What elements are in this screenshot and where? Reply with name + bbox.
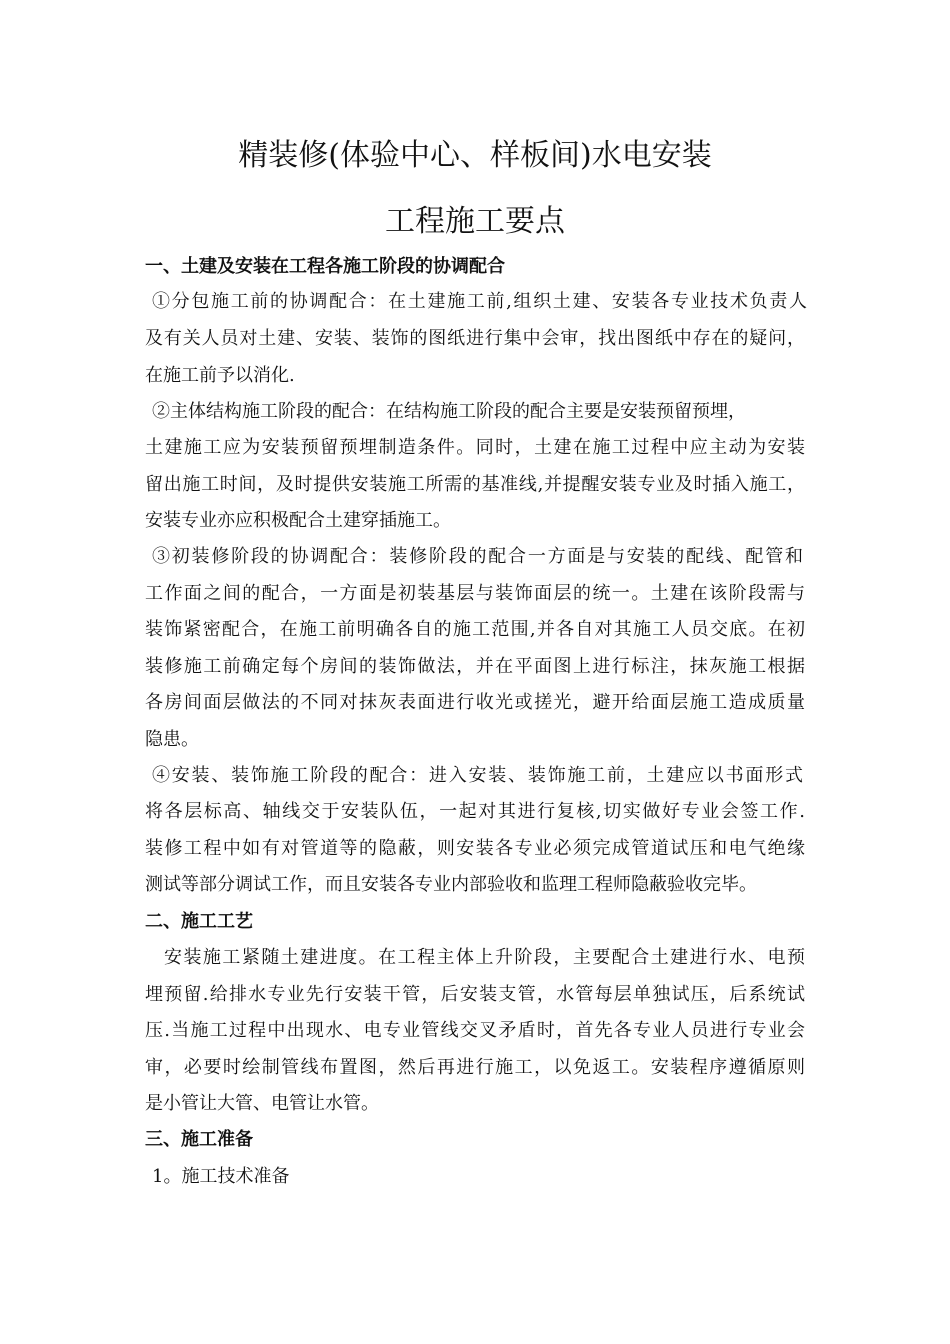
paragraph-line: 工作面之间的配合，一方面是初装基层与装饰面层的统一。土建在该阶段需与 (145, 583, 805, 604)
paragraph-line: 装修工程中如有对管道等的隐蔽，则安装各专业必须完成管道试压和电气绝缘 (145, 838, 805, 859)
paragraph-line: 土建施工应为安装预留预埋制造条件。同时，土建在施工过程中应主动为安装 (145, 437, 805, 458)
paragraph-line: 在施工前予以消化. (145, 365, 295, 386)
paragraph-line: 压.当施工过程中出现水、电专业管线交叉矛盾时，首先各专业人员进行专业会 (145, 1020, 805, 1041)
section-heading-3: 三、施工准备 (145, 1129, 253, 1150)
section-heading-2: 二、施工工艺 (145, 911, 253, 932)
paragraph-line: 及有关人员对土建、安装、装饰的图纸进行集中会审，找出图纸中存在的疑问， (145, 328, 805, 349)
paragraph-line: ②主体结构施工阶段的配合：在结构施工阶段的配合主要是安装预留预埋， (152, 401, 746, 422)
document-title-line-2: 工程施工要点 (385, 204, 565, 239)
paragraph-line: 将各层标高、轴线交于安装队伍，一起对其进行复核,切实做好专业会签工作. (145, 801, 805, 822)
paragraph-line: 隐患。 (145, 729, 199, 750)
paragraph-line: 留出施工时间，及时提供安装施工所需的基准线,并提醒安装专业及时插入施工， (145, 474, 805, 495)
paragraph-line: 各房间面层做法的不同对抹灰表面进行收光或搓光，避开给面层施工造成质量 (145, 692, 805, 713)
paragraph-line: 埋预留.给排水专业先行安装干管，后安装支管，水管每层单独试压，后系统试 (145, 984, 805, 1005)
paragraph-line: 安装施工紧随土建进度。在工程主体上升阶段，主要配合土建进行水、电预 (164, 947, 805, 968)
paragraph-line: 1。施工技术准备 (152, 1166, 290, 1187)
paragraph-line: 审，必要时绘制管线布置图，然后再进行施工，以免返工。安装程序遵循原则 (145, 1057, 805, 1078)
paragraph-line: ④安装、装饰施工阶段的配合：进入安装、装饰施工前，土建应以书面形式 (152, 765, 803, 786)
paragraph-line: 装修施工前确定每个房间的装饰做法，并在平面图上进行标注，抹灰施工根据 (145, 656, 805, 677)
paragraph-line: 测试等部分调试工作，而且安装各专业内部验收和监理工程师隐蔽验收完毕。 (145, 874, 757, 895)
paragraph-line: 安装专业亦应积极配合土建穿插施工。 (145, 510, 451, 531)
paragraph-line: 装饰紧密配合，在施工前明确各自的施工范围,并各自对其施工人员交底。在初 (145, 619, 805, 640)
document-title-line-1: 精装修(体验中心、样板间)水电安装 (238, 138, 712, 173)
paragraph-line: ③初装修阶段的协调配合：装修阶段的配合一方面是与安装的配线、配管和 (152, 546, 803, 567)
section-heading-1: 一、土建及安装在工程各施工阶段的协调配合 (145, 256, 505, 277)
paragraph-line: 是小管让大管、电管让水管。 (145, 1093, 379, 1114)
paragraph-line: ①分包施工前的协调配合：在土建施工前,组织土建、安装各专业技术负责人 (152, 291, 807, 312)
